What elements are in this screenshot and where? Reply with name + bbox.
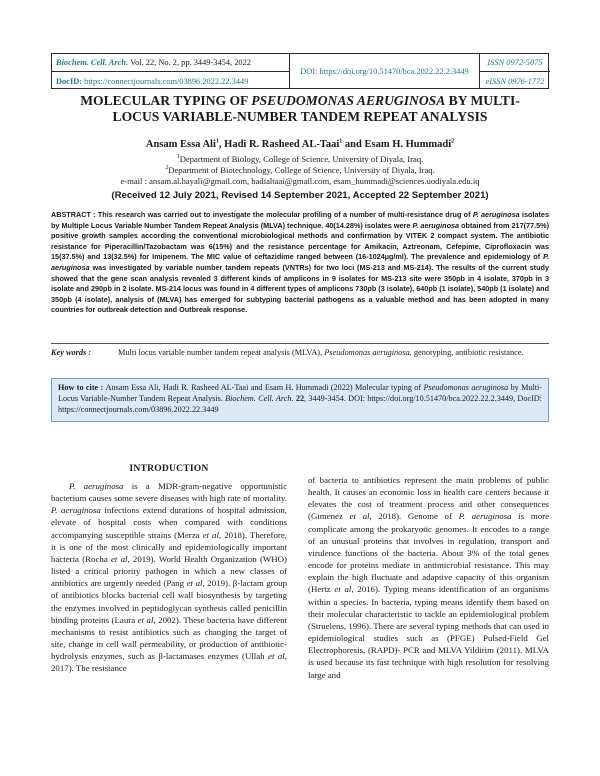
issn: ISSN 0972-5075 (480, 54, 550, 72)
abstract-text-4: was investigated by variable number tandem repeats (VNTRs) for two loci (MS-213 and MS-214). The results of the current study showed that the gene scan analysis revealed 3 different kinds of amplicons in 9 isolates for MS-213 site were 350pb in 4 isolate, 370pb in 3 isolate and 290pb in 2 isolate. MS-214 locus was found in 4 different types of amplicons 730pb (3 isolate), 640pb (1 isolate), 540pb (1 isolate) and 350pb (4 isolate), analysis of (MLVA) has emerged for subtyping bacterial pathogens as a valuable method and has been adopted in many countries for outbreak detection and Outbreak response. (51, 262, 549, 315)
intro-left-text-6: , 2002). These bacteria have different mechanisms to resist antibiotics such as changing the target of site, change in cell wall permeability, or production of antibiotic-hydrolysis enzymes, such as β-lactamases enzymes (Ullah (51, 614, 287, 662)
abstract-italic-3: P. aeruginosa (51, 252, 549, 272)
abstract (51, 210, 549, 316)
intro-right-text-3: is more complicate among the prokaryotic genomes. It encodes to a range of an unusual proteins that involves in regulation, transport and virulence functions of the bacteria. About 3% of the total genes encode for proteins mediate in antimicrobial resistance. This may explain the high fluctuate and adaptive capacity of this organism (Hertz (308, 511, 549, 595)
journal-volume-pages: Vol. 22, No. 2, pp. 3449-3454, 2022 (130, 58, 251, 67)
header-left-cell (52, 54, 290, 88)
title-part-1: MOLECULAR TYPING OF (80, 93, 252, 108)
affiliation-2 (40, 165, 560, 176)
cite-text-4: , 3449-3454. DOI: https://doi.org/10.51470/bca.2022.22.2.3449, DocID: https://connectjournals.com/03896.2022.22.3449 (58, 394, 542, 414)
body-column-left (51, 480, 287, 675)
keywords-label: Key words : (51, 348, 92, 357)
intro-right-text-2: , 2018). Genome of (369, 511, 459, 522)
author-and: and (342, 139, 365, 150)
eissn: eISSN 0976-1772 (485, 76, 545, 86)
author-1-affil: 1 (215, 138, 219, 145)
abstract-text-2: isolates by Multiple Locus Variable Number Tandem Repeat Analysis (MLVA) technique. 40(14.28%) isolates were (51, 210, 549, 230)
keywords-text (118, 347, 549, 358)
author-emails: e-mail : ansam.al.hayali@gmail.com, hadialtaai@gmail.com, esam_hummadi@sciences.uodiyala.edu.iq (120, 176, 480, 186)
abstract-italic-2: P. aeruginosa (412, 220, 460, 230)
author-2-affil: 1 (339, 138, 343, 145)
intro-left-text-3: , 2018). Therefore, it is one of the most clinically and epidemiologically important bacteria (Rocha (51, 529, 287, 564)
cite-text-1: Ansam Essa Ali, Hadi R. Rasheed AL-Taai and Esam H. Hummadi (2022) Molecular typing of (105, 383, 424, 392)
abstract-text-1: This research was carried out to investigate the molecular profiling of a number of multi-resistance drug of (97, 210, 473, 219)
intro-italic-organism-1: P. aeruginosa (69, 481, 124, 491)
intro-right-italic-2: P. aeruginosa (458, 511, 512, 522)
journal-header-box (51, 53, 549, 89)
intro-paragraph-1 (51, 480, 287, 675)
intro-left-text-5: , 2019). β-lactam group of antibiotics blocks bacterial cell wall biosynthesis by targeting the enzymes involved in peptidoglycan synthesis called penicillin binding proteins (Laura (51, 578, 287, 625)
title-line-2: LOCUS VARIABLE-NUMBER TANDEM REPEAT ANALYSIS (112, 109, 488, 124)
abstract-italic-1: P. aeruginosa (472, 210, 520, 219)
affiliation-2-text: Department of Biotechnology, College of Science, University of Diyala, Iraq. (168, 165, 435, 175)
title-part-2: BY MULTI- (445, 93, 520, 108)
paper-title (60, 93, 540, 125)
cite-label: How to cite : (58, 383, 106, 392)
intro-left-text-7: , 2017). The resistance (51, 651, 287, 674)
affiliation-1-text: Department of Biology, College of Science, University of Diyala, Iraq. (179, 154, 424, 164)
cite-text-2: by Multi-Locus Variable-Number Tandem Repeat Analysis. (58, 383, 542, 403)
affiliation-2-marker: 2 (165, 165, 169, 172)
author-3: Esam H. Hummadi (364, 139, 452, 150)
keywords (51, 347, 549, 358)
intro-italic-etal-2: et al (110, 553, 128, 564)
intro-right-text-4: , 2016). Typing means identification of an organisms within a species. In bacteria, typing means identify them based on their molecular characteristic to tackle an epidemiological problem (Struelens, 1996). There are several typing methods that can used in epidemiological studies such as (PFGE) Pulsed-Field Gel Electrophoresis, (RAPD)- PCR and MLVA Yildirim (2011). MLVA is used because its fast technique with high resolution for resolving large and (308, 584, 550, 680)
intro-right-italic-3: et al (334, 584, 352, 595)
cite-italic-journal: Biochem. Cell. Arch. (225, 394, 294, 403)
journal-name: Biochem. Cell. Arch. (56, 58, 129, 67)
how-to-cite-box (51, 378, 549, 422)
keywords-italic: Pseudomonas aeruginosa (324, 348, 410, 357)
cite-volume: 22 (295, 394, 305, 403)
received-dates: (Received 12 July 2021, Revised 14 September 2021, Accepted 22 September 2021) (111, 190, 489, 201)
divider-rule (51, 343, 549, 344)
author-1: Ansam Essa Ali (145, 139, 216, 150)
intro-right-italic-1: et al (349, 511, 370, 522)
intro-right-text-1: of bacteria to antibiotics represent the main problems of public health. It causes an economic loss in health care centers because it elevates the cost of treatment process and other consequences (Gimenez (308, 475, 549, 522)
affiliation-1-marker: 1 (176, 154, 180, 161)
keywords-part-2: , genotyping, antibiotic resistance. (409, 348, 524, 357)
intro-italic-organism-2: P. aeruginosa (51, 505, 101, 516)
docid-label: DocID: (56, 76, 83, 86)
intro-italic-etal-1: et al (202, 529, 219, 540)
abstract-label: ABSTRACT : (51, 210, 98, 219)
header-doi-cell (290, 54, 480, 88)
body-column-right (308, 474, 549, 681)
intro-italic-etal-4: et al (137, 614, 154, 625)
doi-label: DOI: (300, 66, 318, 76)
journal-citation-row (52, 54, 289, 72)
intro-left-text-2: infections extend durations of hospital admission, elevate of hospital costs when compared with conditions accompanying susceptible strains (Merza (51, 505, 288, 540)
keywords-part-1: Multi locus variable number tandem repeat analysis (MLVA), (118, 348, 325, 357)
introduction-heading: INTRODUCTION (129, 463, 209, 474)
author-list: Ansam Essa Ali$^1$, Hadi R. Rasheed AL-Taai$^1$ and Esam H. Hummadi$^2$ (145, 138, 455, 150)
author-2: Hadi R. Rasheed AL-Taai (224, 139, 340, 150)
title-italic-organism: PSEUDOMONAS AERUGINOSA (251, 93, 446, 108)
intro-italic-etal-3: et al (186, 578, 203, 589)
affiliation-1 (40, 154, 560, 165)
intro-left-text-4: , 2019). World Health Organization (WHO) listed a critical priority pathogen in which a new classes of antibiotics are urgently needed (Pang (51, 553, 287, 589)
abstract-text-3: obtained from 217(77.5%) positive growth samples according the conventional microbiological methods and confirmation by VITEK 2 compact system. The antibiotic resistance for Piperacillin/Tazobactam was 6(15%) and the resistance percentage for Amikacin, Aztreonam, Cefepime, Ciprofloxacin was 15(37.5%) and 13(32.5%) for Imipenem. The MIC value of ceftazidime ranged between (16-1024µg/ml). The prevalence and epidemiology of (51, 220, 550, 262)
author-3-affil: 2 (451, 138, 455, 145)
intro-paragraph-continued (308, 474, 549, 681)
doi-link[interactable]: https://doi.org/10.51470/bca.2022.22.2.3449 (319, 66, 469, 76)
intro-italic-etal-5: et al (268, 651, 285, 662)
header-issn-cell (480, 54, 550, 88)
cite-italic-1: Pseudomonas aeruginosa (423, 383, 509, 392)
intro-left-text-1: is a MDR-gram-negative opportunistic bacterium causes some severe diseases with high rate of mortality. (51, 481, 287, 504)
docid-link[interactable]: https://connectjournals.com/03896.2022.22.3449 (84, 76, 249, 86)
docid-row (52, 72, 289, 90)
doi-row (296, 67, 473, 76)
